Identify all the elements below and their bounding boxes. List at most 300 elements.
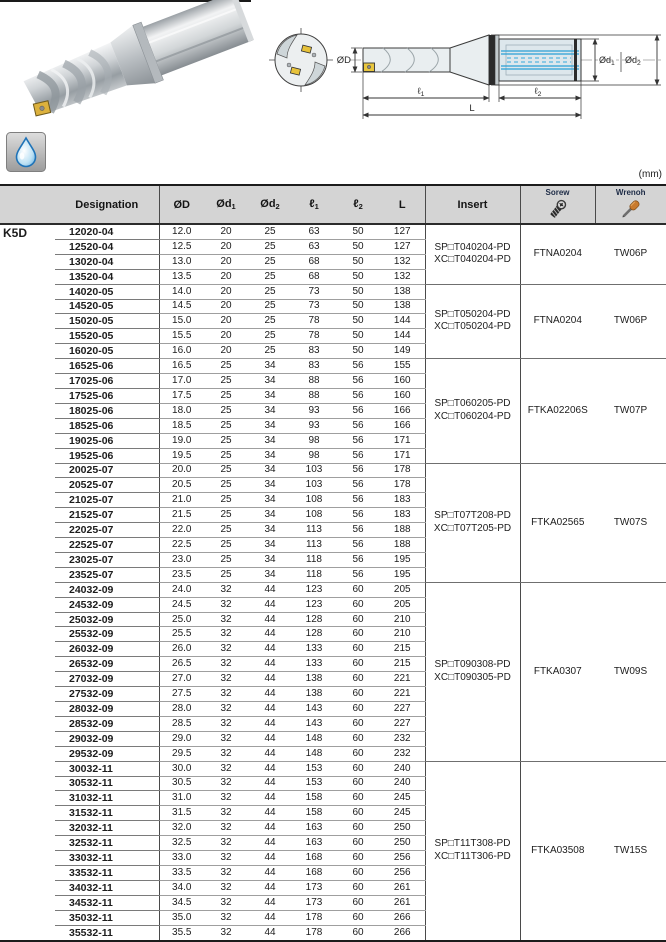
value-cell: 60 xyxy=(336,642,380,657)
value-cell: 20 xyxy=(204,314,248,329)
value-cell: 44 xyxy=(248,716,292,731)
col-L: L xyxy=(380,185,425,224)
value-cell: 20 xyxy=(204,269,248,284)
value-cell: 188 xyxy=(380,538,425,553)
designation-cell: 29532-09 xyxy=(55,746,159,761)
value-cell: 30.0 xyxy=(159,761,204,776)
value-cell: 22.5 xyxy=(159,538,204,553)
value-cell: 34 xyxy=(248,552,292,567)
value-cell: 138 xyxy=(380,284,425,299)
value-cell: 29.0 xyxy=(159,731,204,746)
value-cell: 24.5 xyxy=(159,597,204,612)
value-cell: 50 xyxy=(336,284,380,299)
value-cell: 34 xyxy=(248,418,292,433)
value-cell: 25 xyxy=(204,523,248,538)
value-cell: 232 xyxy=(380,731,425,746)
value-cell: 25 xyxy=(248,344,292,359)
value-cell: 56 xyxy=(336,478,380,493)
value-cell: 56 xyxy=(336,388,380,403)
value-cell: 60 xyxy=(336,851,380,866)
value-cell: 250 xyxy=(380,821,425,836)
value-cell: 132 xyxy=(380,269,425,284)
col-wrench: Wrenoh xyxy=(595,185,666,224)
insert-line: SP□T11T308-PD xyxy=(434,838,511,850)
value-cell: 245 xyxy=(380,791,425,806)
designation-cell: 23525-07 xyxy=(55,567,159,582)
screw-icon xyxy=(546,198,570,220)
insert-line: XC□T060204-PD xyxy=(434,410,511,422)
table-row xyxy=(0,284,666,299)
value-cell: 34 xyxy=(248,403,292,418)
value-cell: 148 xyxy=(292,731,336,746)
value-cell: 35.5 xyxy=(159,925,204,940)
screw-cell: FTKA0307 xyxy=(520,582,595,761)
value-cell: 44 xyxy=(248,806,292,821)
wrench-cell: TW06P xyxy=(595,284,666,359)
designation-cell: 20025-07 xyxy=(55,463,159,478)
value-cell: 19.0 xyxy=(159,433,204,448)
value-cell: 178 xyxy=(292,910,336,925)
value-cell: 25 xyxy=(204,508,248,523)
value-cell: 60 xyxy=(336,687,380,702)
value-cell: 32 xyxy=(204,895,248,910)
value-cell: 13.0 xyxy=(159,254,204,269)
value-cell: 195 xyxy=(380,567,425,582)
value-cell: 63 xyxy=(292,224,336,239)
value-cell: 56 xyxy=(336,523,380,538)
value-cell: 56 xyxy=(336,433,380,448)
value-cell: 20.5 xyxy=(159,478,204,493)
designation-cell: 17525-06 xyxy=(55,388,159,403)
designation-cell: 12020-04 xyxy=(55,224,159,239)
value-cell: 56 xyxy=(336,463,380,478)
designation-cell: 30032-11 xyxy=(55,761,159,776)
value-cell: 32 xyxy=(204,687,248,702)
value-cell: 221 xyxy=(380,687,425,702)
insert-cell xyxy=(425,359,520,463)
insert-line: SP□T090308-PD xyxy=(434,659,511,671)
value-cell: 56 xyxy=(336,403,380,418)
table-row xyxy=(0,761,666,776)
value-cell: 44 xyxy=(248,791,292,806)
value-cell: 34 xyxy=(248,388,292,403)
value-cell: 28.0 xyxy=(159,702,204,717)
designation-cell: 15520-05 xyxy=(55,329,159,344)
value-cell: 25 xyxy=(248,284,292,299)
value-cell: 44 xyxy=(248,702,292,717)
value-cell: 215 xyxy=(380,657,425,672)
value-cell: 32 xyxy=(204,731,248,746)
value-cell: 60 xyxy=(336,657,380,672)
value-cell: 20 xyxy=(204,224,248,239)
value-cell: 32 xyxy=(204,582,248,597)
side-view xyxy=(337,35,661,119)
insert-cell xyxy=(425,284,520,359)
value-cell: 25 xyxy=(204,493,248,508)
value-cell: 118 xyxy=(292,552,336,567)
value-cell: 50 xyxy=(336,314,380,329)
value-cell: 168 xyxy=(292,851,336,866)
value-cell: 215 xyxy=(380,642,425,657)
value-cell: 32 xyxy=(204,776,248,791)
designation-cell: 15020-05 xyxy=(55,314,159,329)
insert-line: SP□T060205-PD xyxy=(434,398,511,410)
value-cell: 178 xyxy=(380,463,425,478)
value-cell: 68 xyxy=(292,269,336,284)
value-cell: 60 xyxy=(336,746,380,761)
value-cell: 183 xyxy=(380,508,425,523)
value-cell: 250 xyxy=(380,836,425,851)
value-cell: 103 xyxy=(292,463,336,478)
drill-photo-graphic xyxy=(18,2,270,152)
value-cell: 33.0 xyxy=(159,851,204,866)
value-cell: 18.0 xyxy=(159,403,204,418)
dim-label-l2: ℓ$_2$ xyxy=(534,86,542,98)
value-cell: 50 xyxy=(336,224,380,239)
insert-cell xyxy=(425,761,520,940)
value-cell: 31.0 xyxy=(159,791,204,806)
value-cell: 23.5 xyxy=(159,567,204,582)
value-cell: 29.5 xyxy=(159,746,204,761)
designation-cell: 33032-11 xyxy=(55,851,159,866)
value-cell: 32 xyxy=(204,851,248,866)
value-cell: 195 xyxy=(380,552,425,567)
value-cell: 60 xyxy=(336,582,380,597)
value-cell: 26.5 xyxy=(159,657,204,672)
value-cell: 34.5 xyxy=(159,895,204,910)
value-cell: 25 xyxy=(204,552,248,567)
value-cell: 158 xyxy=(292,791,336,806)
designation-cell: 26532-09 xyxy=(55,657,159,672)
designation-cell: 28532-09 xyxy=(55,716,159,731)
value-cell: 25 xyxy=(204,567,248,582)
value-cell: 60 xyxy=(336,925,380,940)
value-cell: 22.0 xyxy=(159,523,204,538)
value-cell: 60 xyxy=(336,895,380,910)
value-cell: 113 xyxy=(292,538,336,553)
table-row xyxy=(0,224,666,239)
value-cell: 17.0 xyxy=(159,374,204,389)
value-cell: 14.5 xyxy=(159,299,204,314)
designation-cell: 19525-06 xyxy=(55,448,159,463)
value-cell: 34 xyxy=(248,448,292,463)
designation-cell: 29032-09 xyxy=(55,731,159,746)
value-cell: 25 xyxy=(248,314,292,329)
screw-cell: FTKA02206S xyxy=(520,359,595,463)
value-cell: 171 xyxy=(380,448,425,463)
value-cell: 28.5 xyxy=(159,716,204,731)
value-cell: 163 xyxy=(292,836,336,851)
value-cell: 98 xyxy=(292,433,336,448)
col-od1: Ød1 xyxy=(204,185,248,224)
value-cell: 56 xyxy=(336,567,380,582)
col-l2: ℓ2 xyxy=(336,185,380,224)
value-cell: 25 xyxy=(204,374,248,389)
designation-cell: 21025-07 xyxy=(55,493,159,508)
value-cell: 32.5 xyxy=(159,836,204,851)
value-cell: 16.5 xyxy=(159,359,204,374)
value-cell: 32 xyxy=(204,627,248,642)
designation-cell: 16020-05 xyxy=(55,344,159,359)
value-cell: 18.5 xyxy=(159,418,204,433)
value-cell: 44 xyxy=(248,597,292,612)
value-cell: 143 xyxy=(292,716,336,731)
table-row xyxy=(0,359,666,374)
designation-cell: 23025-07 xyxy=(55,552,159,567)
value-cell: 50 xyxy=(336,269,380,284)
value-cell: 24.0 xyxy=(159,582,204,597)
value-cell: 34 xyxy=(248,538,292,553)
value-cell: 34 xyxy=(248,567,292,582)
value-cell: 60 xyxy=(336,910,380,925)
value-cell: 56 xyxy=(336,359,380,374)
value-cell: 127 xyxy=(380,239,425,254)
value-cell: 138 xyxy=(380,299,425,314)
value-cell: 50 xyxy=(336,239,380,254)
value-cell: 205 xyxy=(380,582,425,597)
value-cell: 21.5 xyxy=(159,508,204,523)
value-cell: 60 xyxy=(336,627,380,642)
value-cell: 261 xyxy=(380,895,425,910)
value-cell: 143 xyxy=(292,702,336,717)
designation-cell: 27032-09 xyxy=(55,672,159,687)
value-cell: 60 xyxy=(336,776,380,791)
drill-photo xyxy=(18,2,270,152)
series-cell: K5D xyxy=(3,226,28,240)
designation-cell: 35532-11 xyxy=(55,925,159,940)
value-cell: 245 xyxy=(380,806,425,821)
header-row xyxy=(0,185,666,224)
screw-cell: FTNA0204 xyxy=(520,224,595,284)
value-cell: 266 xyxy=(380,910,425,925)
value-cell: 44 xyxy=(248,836,292,851)
value-cell: 12.0 xyxy=(159,224,204,239)
value-cell: 83 xyxy=(292,359,336,374)
wrench-cell: TW15S xyxy=(595,761,666,940)
designation-cell: 35032-11 xyxy=(55,910,159,925)
value-cell: 20 xyxy=(204,239,248,254)
water-drop-icon xyxy=(6,132,46,172)
value-cell: 44 xyxy=(248,925,292,940)
value-cell: 205 xyxy=(380,597,425,612)
value-cell: 25.5 xyxy=(159,627,204,642)
value-cell: 20 xyxy=(204,284,248,299)
value-cell: 56 xyxy=(336,448,380,463)
value-cell: 25 xyxy=(204,433,248,448)
value-cell: 171 xyxy=(380,433,425,448)
wrench-cell: TW09S xyxy=(595,582,666,761)
value-cell: 160 xyxy=(380,388,425,403)
value-cell: 266 xyxy=(380,925,425,940)
col-screw: Sorew xyxy=(520,185,595,224)
value-cell: 25 xyxy=(204,448,248,463)
insert-line: SP□T040204-PD xyxy=(434,241,511,253)
designation-cell: 33532-11 xyxy=(55,865,159,880)
col-series xyxy=(0,185,55,224)
value-cell: 44 xyxy=(248,672,292,687)
col-insert: Insert xyxy=(425,185,520,224)
insert-line: SP□T07T208-PD xyxy=(434,510,511,522)
value-cell: 32 xyxy=(204,836,248,851)
designation-cell: 27532-09 xyxy=(55,687,159,702)
value-cell: 34 xyxy=(248,433,292,448)
designation-cell: 16525-06 xyxy=(55,359,159,374)
value-cell: 123 xyxy=(292,597,336,612)
designation-cell: 32032-11 xyxy=(55,821,159,836)
catalog-table xyxy=(0,184,666,942)
value-cell: 178 xyxy=(292,925,336,940)
value-cell: 44 xyxy=(248,776,292,791)
insert-line: XC□T090305-PD xyxy=(434,671,511,683)
value-cell: 56 xyxy=(336,552,380,567)
value-cell: 227 xyxy=(380,716,425,731)
value-cell: 93 xyxy=(292,403,336,418)
front-view xyxy=(269,28,333,92)
insert-cell xyxy=(425,224,520,284)
designation-cell: 31532-11 xyxy=(55,806,159,821)
value-cell: 56 xyxy=(336,538,380,553)
value-cell: 32 xyxy=(204,910,248,925)
value-cell: 256 xyxy=(380,865,425,880)
dim-label-l1: ℓ$_1$ xyxy=(417,86,425,98)
value-cell: 25 xyxy=(204,478,248,493)
value-cell: 108 xyxy=(292,493,336,508)
value-cell: 227 xyxy=(380,702,425,717)
value-cell: 113 xyxy=(292,523,336,538)
value-cell: 32 xyxy=(204,880,248,895)
designation-cell: 22025-07 xyxy=(55,523,159,538)
value-cell: 44 xyxy=(248,657,292,672)
value-cell: 98 xyxy=(292,448,336,463)
value-cell: 14.0 xyxy=(159,284,204,299)
value-cell: 32 xyxy=(204,597,248,612)
value-cell: 13.5 xyxy=(159,269,204,284)
value-cell: 128 xyxy=(292,627,336,642)
value-cell: 60 xyxy=(336,791,380,806)
value-cell: 56 xyxy=(336,418,380,433)
insert-line: XC□T040204-PD xyxy=(434,254,511,266)
value-cell: 83 xyxy=(292,344,336,359)
value-cell: 34 xyxy=(248,463,292,478)
value-cell: 153 xyxy=(292,776,336,791)
value-cell: 144 xyxy=(380,329,425,344)
designation-cell: 22525-07 xyxy=(55,538,159,553)
value-cell: 32 xyxy=(204,657,248,672)
value-cell: 50 xyxy=(336,329,380,344)
value-cell: 221 xyxy=(380,672,425,687)
value-cell: 133 xyxy=(292,642,336,657)
value-cell: 25 xyxy=(204,388,248,403)
value-cell: 60 xyxy=(336,612,380,627)
value-cell: 34 xyxy=(248,478,292,493)
value-cell: 26.0 xyxy=(159,642,204,657)
value-cell: 32 xyxy=(204,821,248,836)
value-cell: 166 xyxy=(380,403,425,418)
unit-label: (mm) xyxy=(638,169,662,180)
designation-cell: 21525-07 xyxy=(55,508,159,523)
value-cell: 44 xyxy=(248,851,292,866)
insert-cell xyxy=(425,582,520,761)
value-cell: 63 xyxy=(292,239,336,254)
designation-cell: 32532-11 xyxy=(55,836,159,851)
value-cell: 17.5 xyxy=(159,388,204,403)
value-cell: 168 xyxy=(292,865,336,880)
value-cell: 25 xyxy=(248,329,292,344)
value-cell: 23.0 xyxy=(159,552,204,567)
value-cell: 149 xyxy=(380,344,425,359)
designation-cell: 24532-09 xyxy=(55,597,159,612)
value-cell: 34 xyxy=(248,359,292,374)
value-cell: 44 xyxy=(248,761,292,776)
value-cell: 32 xyxy=(204,761,248,776)
value-cell: 108 xyxy=(292,508,336,523)
value-cell: 56 xyxy=(336,493,380,508)
designation-cell: 17025-06 xyxy=(55,374,159,389)
value-cell: 60 xyxy=(336,836,380,851)
value-cell: 25 xyxy=(248,254,292,269)
value-cell: 50 xyxy=(336,254,380,269)
value-cell: 27.0 xyxy=(159,672,204,687)
insert-line: XC□T050204-PD xyxy=(434,321,511,333)
value-cell: 127 xyxy=(380,224,425,239)
value-cell: 261 xyxy=(380,880,425,895)
value-cell: 173 xyxy=(292,880,336,895)
value-cell: 44 xyxy=(248,880,292,895)
designation-cell: 14520-05 xyxy=(55,299,159,314)
value-cell: 60 xyxy=(336,880,380,895)
col-od: ØD xyxy=(159,185,204,224)
designation-cell: 34532-11 xyxy=(55,895,159,910)
insert-line: XC□T11T306-PD xyxy=(434,850,511,862)
value-cell: 210 xyxy=(380,612,425,627)
col-l1: ℓ1 xyxy=(292,185,336,224)
value-cell: 240 xyxy=(380,761,425,776)
value-cell: 138 xyxy=(292,672,336,687)
value-cell: 68 xyxy=(292,254,336,269)
insert-line: XC□T07T205-PD xyxy=(433,522,512,534)
value-cell: 25 xyxy=(204,418,248,433)
value-cell: 73 xyxy=(292,284,336,299)
value-cell: 20.0 xyxy=(159,463,204,478)
designation-cell: 26032-09 xyxy=(55,642,159,657)
designation-cell: 19025-06 xyxy=(55,433,159,448)
value-cell: 183 xyxy=(380,493,425,508)
value-cell: 34 xyxy=(248,374,292,389)
designation-cell: 18525-06 xyxy=(55,418,159,433)
value-cell: 158 xyxy=(292,806,336,821)
designation-cell: 13020-04 xyxy=(55,254,159,269)
dim-label-d2: $Ød_2$ xyxy=(625,55,641,67)
insert-line: SP□T050204-PD xyxy=(434,308,511,320)
designation-cell: 20525-07 xyxy=(55,478,159,493)
value-cell: 44 xyxy=(248,612,292,627)
value-cell: 25 xyxy=(204,463,248,478)
value-cell: 25 xyxy=(204,403,248,418)
value-cell: 25 xyxy=(248,299,292,314)
value-cell: 88 xyxy=(292,374,336,389)
designation-cell: 25532-09 xyxy=(55,627,159,642)
value-cell: 153 xyxy=(292,761,336,776)
dim-label-L: L xyxy=(469,103,475,114)
value-cell: 35.0 xyxy=(159,910,204,925)
designation-cell: 14020-05 xyxy=(55,284,159,299)
value-cell: 160 xyxy=(380,374,425,389)
value-cell: 32 xyxy=(204,746,248,761)
value-cell: 20 xyxy=(204,254,248,269)
designation-cell: 24032-09 xyxy=(55,582,159,597)
value-cell: 44 xyxy=(248,865,292,880)
value-cell: 25.0 xyxy=(159,612,204,627)
